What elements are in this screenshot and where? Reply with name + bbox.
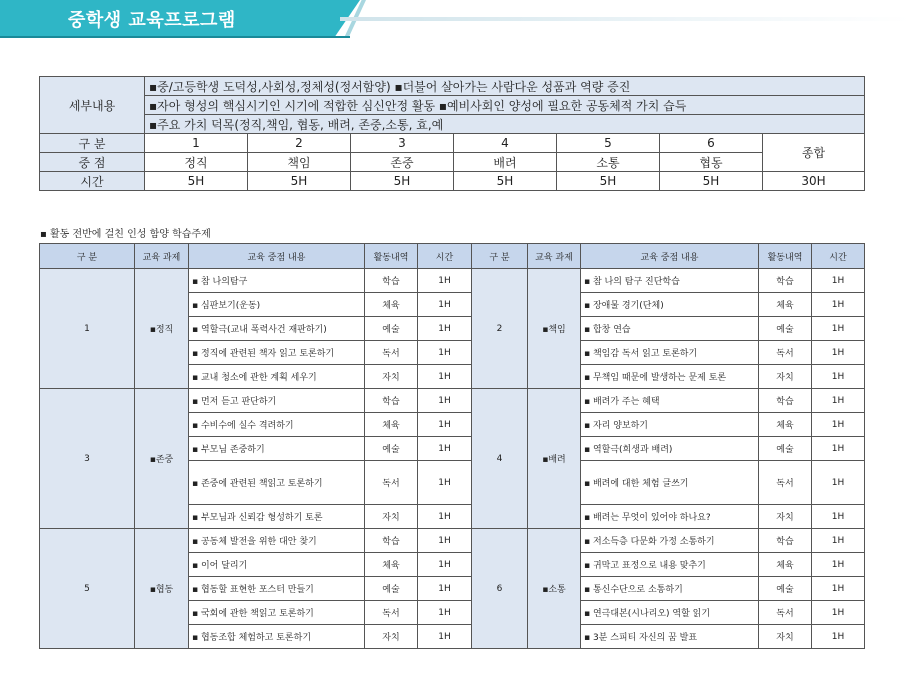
activity-hours: 1H bbox=[812, 505, 865, 529]
activity-content: ▪ 배려가 주는 혜택 bbox=[581, 389, 759, 413]
overview-table bbox=[39, 76, 865, 191]
activity-content: ▪ 수비수에 실수 격려하기 bbox=[189, 413, 365, 437]
header-cell: 활동내역 bbox=[365, 244, 418, 269]
group-number: 3 bbox=[40, 389, 135, 529]
focus-value: 소통 bbox=[557, 153, 660, 172]
activity-hours: 1H bbox=[418, 293, 472, 317]
hours-value: 5H bbox=[660, 172, 763, 191]
section-note: ▪ 활동 전반에 걸친 인성 함양 학습주제 bbox=[40, 229, 211, 240]
activity-hours: 1H bbox=[812, 529, 865, 553]
activity-type: 체육 bbox=[365, 293, 418, 317]
activity-type: 체육 bbox=[759, 553, 812, 577]
group-subject: ▪협동 bbox=[135, 529, 189, 649]
total-label: 종합 bbox=[763, 134, 865, 172]
activity-hours: 1H bbox=[812, 413, 865, 437]
category-number: 4 bbox=[454, 134, 557, 153]
category-number: 5 bbox=[557, 134, 660, 153]
activity-content: ▪ 장애물 경기(단체) bbox=[581, 293, 759, 317]
activity-hours: 1H bbox=[812, 577, 865, 601]
activity-hours: 1H bbox=[812, 437, 865, 461]
activity-type: 자치 bbox=[365, 365, 418, 389]
activity-content: ▪ 참 나의 탐구 진단학습 bbox=[581, 269, 759, 293]
group-number: 2 bbox=[472, 269, 528, 389]
page-title: 중학생 교육프로그램 bbox=[68, 10, 236, 31]
activity-type: 체육 bbox=[759, 413, 812, 437]
activity-content: ▪ 정직에 관련된 책자 읽고 토론하기 bbox=[189, 341, 365, 365]
activity-type: 독서 bbox=[365, 341, 418, 365]
activity-type: 자치 bbox=[759, 625, 812, 649]
focus-value: 정직 bbox=[145, 153, 248, 172]
category-number: 6 bbox=[660, 134, 763, 153]
activity-content: ▪ 무책임 때문에 발생하는 문제 토론 bbox=[581, 365, 759, 389]
activity-hours: 1H bbox=[418, 437, 472, 461]
header-banner bbox=[0, 0, 910, 38]
activity-content: ▪ 책임감 독서 읽고 토론하기 bbox=[581, 341, 759, 365]
activity-content: ▪ 존중에 관련된 책읽고 토론하기 bbox=[189, 461, 365, 505]
activity-content: ▪ 자리 양보하기 bbox=[581, 413, 759, 437]
activity-hours: 1H bbox=[418, 365, 472, 389]
group-number: 1 bbox=[40, 269, 135, 389]
activity-content: ▪ 연극대본(시나리오) 역할 읽기 bbox=[581, 601, 759, 625]
table-row bbox=[40, 389, 865, 413]
activity-hours: 1H bbox=[812, 601, 865, 625]
activity-type: 학습 bbox=[759, 389, 812, 413]
activity-content: ▪ 국회에 관한 책읽고 토론하기 bbox=[189, 601, 365, 625]
group-subject: ▪배려 bbox=[528, 389, 581, 529]
activity-content: ▪ 협동조합 체험하고 토론하기 bbox=[189, 625, 365, 649]
row-label-hours: 시간 bbox=[40, 172, 145, 191]
activity-type: 독서 bbox=[759, 601, 812, 625]
hours-value: 5H bbox=[351, 172, 454, 191]
hours-value: 5H bbox=[454, 172, 557, 191]
activity-hours: 1H bbox=[418, 505, 472, 529]
row-label-category: 구 분 bbox=[40, 134, 145, 153]
activity-type: 독서 bbox=[365, 601, 418, 625]
group-subject: ▪존중 bbox=[135, 389, 189, 529]
overview-line: ▪중/고등학생 도덕성,사회성,정체성(정서함양) ▪더불어 살아가는 사람다운 성품과 역량 증진 bbox=[145, 77, 865, 96]
header-cell: 교육 과제 bbox=[135, 244, 189, 269]
activity-content: ▪ 합창 연습 bbox=[581, 317, 759, 341]
activity-type: 예술 bbox=[365, 577, 418, 601]
header-cell: 시간 bbox=[418, 244, 472, 269]
activity-hours: 1H bbox=[418, 625, 472, 649]
activity-content: ▪ 저소득층 다문화 가정 소통하기 bbox=[581, 529, 759, 553]
activity-type: 학습 bbox=[759, 269, 812, 293]
overview-line: ▪자아 형성의 핵심시기인 시기에 적합한 심신안정 활동 ▪예비사회인 양성에 필요한 공동체적 가치 습득 bbox=[145, 96, 865, 115]
group-number: 4 bbox=[472, 389, 528, 529]
activity-hours: 1H bbox=[418, 601, 472, 625]
activity-type: 독서 bbox=[365, 461, 418, 505]
category-number: 1 bbox=[145, 134, 248, 153]
activity-content: ▪ 역할극(희생과 배려) bbox=[581, 437, 759, 461]
activity-type: 학습 bbox=[759, 529, 812, 553]
activity-hours: 1H bbox=[418, 341, 472, 365]
activity-content: ▪ 이어 달리기 bbox=[189, 553, 365, 577]
activity-content: ▪ 교내 청소에 관한 계획 세우기 bbox=[189, 365, 365, 389]
activity-hours: 1H bbox=[418, 269, 472, 293]
header-cell: 활동내역 bbox=[759, 244, 812, 269]
activity-hours: 1H bbox=[812, 553, 865, 577]
overview-line: ▪주요 가치 덕목(정직,책임, 협동, 배려, 존중,소통, 효,예 bbox=[145, 115, 865, 134]
activity-hours: 1H bbox=[418, 553, 472, 577]
activity-content: ▪ 배려는 무엇이 있어야 하나요? bbox=[581, 505, 759, 529]
schedule-header-row bbox=[40, 244, 865, 269]
activity-content: ▪ 3분 스피티 자신의 꿈 발표 bbox=[581, 625, 759, 649]
category-number: 3 bbox=[351, 134, 454, 153]
activity-hours: 1H bbox=[812, 293, 865, 317]
activity-type: 체육 bbox=[759, 293, 812, 317]
banner-line bbox=[340, 17, 910, 21]
activity-type: 자치 bbox=[759, 505, 812, 529]
activity-content: ▪ 공동체 발전을 위한 대안 찾기 bbox=[189, 529, 365, 553]
hours-value: 5H bbox=[557, 172, 660, 191]
activity-content: ▪ 통신수단으로 소통하기 bbox=[581, 577, 759, 601]
activity-type: 예술 bbox=[365, 317, 418, 341]
activity-content: ▪ 배려에 대한 체험 글쓰기 bbox=[581, 461, 759, 505]
banner-underline bbox=[0, 36, 350, 38]
activity-type: 학습 bbox=[365, 529, 418, 553]
header-cell: 교육 과제 bbox=[528, 244, 581, 269]
group-subject: ▪책임 bbox=[528, 269, 581, 389]
total-hours: 30H bbox=[763, 172, 865, 191]
activity-content: ▪ 부모님과 신뢰감 형성하기 토론 bbox=[189, 505, 365, 529]
header-cell: 구 분 bbox=[40, 244, 135, 269]
focus-value: 책임 bbox=[248, 153, 351, 172]
activity-type: 자치 bbox=[365, 625, 418, 649]
activity-type: 자치 bbox=[365, 505, 418, 529]
group-subject: ▪정직 bbox=[135, 269, 189, 389]
activity-hours: 1H bbox=[812, 269, 865, 293]
activity-type: 예술 bbox=[759, 577, 812, 601]
schedule-table bbox=[39, 243, 865, 649]
activity-content: ▪ 귀막고 표정으로 내용 맞추기 bbox=[581, 553, 759, 577]
activity-content: ▪ 참 나의탐구 bbox=[189, 269, 365, 293]
group-number: 6 bbox=[472, 529, 528, 649]
activity-content: ▪ 협동할 표현한 포스터 만들기 bbox=[189, 577, 365, 601]
activity-type: 학습 bbox=[365, 389, 418, 413]
focus-value: 존중 bbox=[351, 153, 454, 172]
focus-value: 배려 bbox=[454, 153, 557, 172]
header-cell: 교육 중점 내용 bbox=[581, 244, 759, 269]
activity-hours: 1H bbox=[418, 317, 472, 341]
activity-type: 예술 bbox=[759, 437, 812, 461]
activity-hours: 1H bbox=[812, 365, 865, 389]
activity-hours: 1H bbox=[812, 317, 865, 341]
activity-hours: 1H bbox=[418, 413, 472, 437]
activity-content: ▪ 부모님 존중하기 bbox=[189, 437, 365, 461]
overview-label: 세부내용 bbox=[40, 77, 145, 134]
header-cell: 교육 중점 내용 bbox=[189, 244, 365, 269]
row-label-focus: 중 점 bbox=[40, 153, 145, 172]
activity-type: 체육 bbox=[365, 553, 418, 577]
activity-hours: 1H bbox=[418, 577, 472, 601]
activity-hours: 1H bbox=[418, 389, 472, 413]
activity-hours: 1H bbox=[812, 341, 865, 365]
activity-content: ▪ 심판보기(운동) bbox=[189, 293, 365, 317]
hours-value: 5H bbox=[248, 172, 351, 191]
focus-value: 협동 bbox=[660, 153, 763, 172]
table-row bbox=[40, 269, 865, 293]
table-row bbox=[40, 529, 865, 553]
activity-type: 독서 bbox=[759, 341, 812, 365]
activity-hours: 1H bbox=[812, 625, 865, 649]
activity-type: 학습 bbox=[365, 269, 418, 293]
hours-value: 5H bbox=[145, 172, 248, 191]
activity-type: 자치 bbox=[759, 365, 812, 389]
activity-content: ▪ 먼저 듣고 판단하기 bbox=[189, 389, 365, 413]
activity-type: 예술 bbox=[759, 317, 812, 341]
activity-type: 독서 bbox=[759, 461, 812, 505]
schedule-body bbox=[40, 269, 865, 649]
group-subject: ▪소통 bbox=[528, 529, 581, 649]
activity-hours: 1H bbox=[812, 461, 865, 505]
activity-hours: 1H bbox=[418, 461, 472, 505]
activity-type: 체육 bbox=[365, 413, 418, 437]
category-number: 2 bbox=[248, 134, 351, 153]
activity-content: ▪ 역할극(교내 폭력사건 재판하기) bbox=[189, 317, 365, 341]
group-number: 5 bbox=[40, 529, 135, 649]
activity-hours: 1H bbox=[812, 389, 865, 413]
header-cell: 구 분 bbox=[472, 244, 528, 269]
header-cell: 시간 bbox=[812, 244, 865, 269]
activity-type: 예술 bbox=[365, 437, 418, 461]
activity-hours: 1H bbox=[418, 529, 472, 553]
